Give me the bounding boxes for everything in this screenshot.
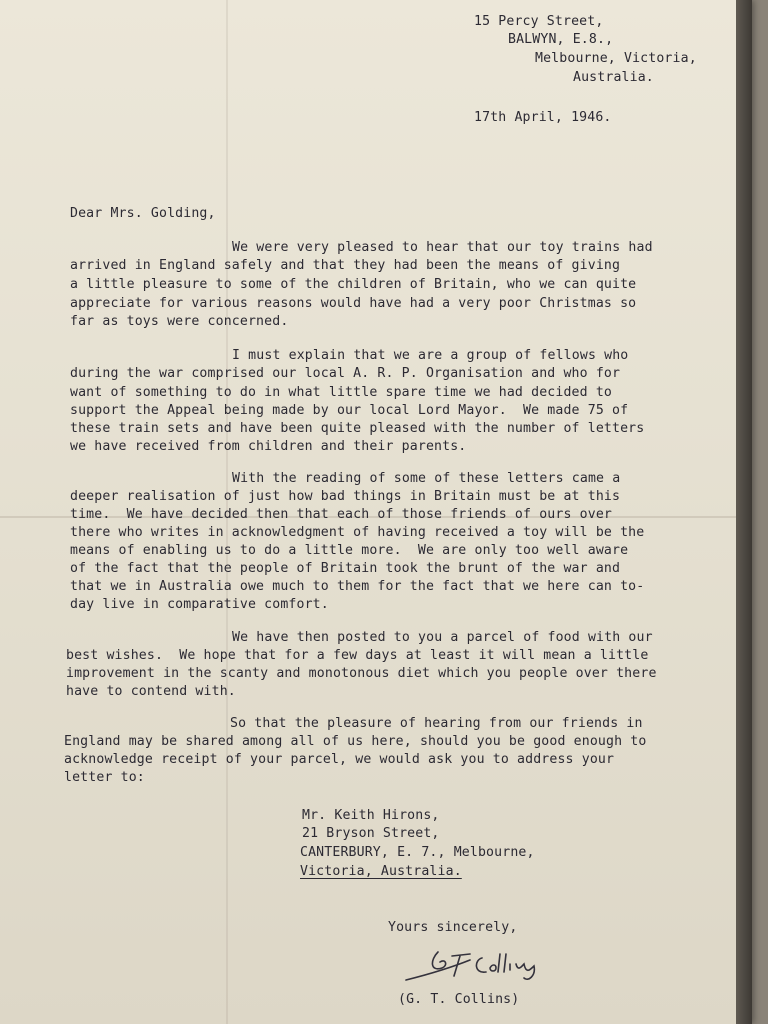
salutation: Dear Mrs. Golding, bbox=[70, 206, 216, 221]
sender-address-line: BALWYN, E.8., bbox=[508, 32, 614, 47]
text-line: best wishes. We hope that for a few days at least it will mean a little bbox=[66, 648, 649, 663]
sender-address-line: Melbourne, Victoria, bbox=[535, 51, 697, 66]
text-line: letter to: bbox=[64, 770, 145, 785]
text-line: a little pleasure to some of the children of Britain, who we can quite bbox=[70, 277, 637, 292]
recipient-address-line: Victoria, Australia. bbox=[300, 864, 462, 879]
text-line: arrived in England safely and that they had been the means of giving bbox=[70, 258, 621, 273]
text-line: have to contend with. bbox=[66, 684, 236, 699]
recipient-address-line: 21 Bryson Street, bbox=[302, 826, 440, 841]
recipient-address-line: Mr. Keith Hirons, bbox=[302, 808, 440, 823]
text-line: means of enabling us to do a little more. We are only too well aware bbox=[70, 543, 629, 558]
recipient-address-line: CANTERBURY, E. 7., Melbourne, bbox=[300, 845, 535, 860]
text-line: during the war comprised our local A. R. P. Organisation and who for bbox=[70, 366, 621, 381]
text-line: these train sets and have been quite pleased with the number of letters bbox=[70, 421, 645, 436]
text-line: far as toys were concerned. bbox=[70, 314, 289, 329]
text-line: of the fact that the people of Britain took the brunt of the war and bbox=[70, 561, 621, 576]
text-line: day live in comparative comfort. bbox=[70, 597, 329, 612]
text-line: want of something to do in what little spare time we had decided to bbox=[70, 385, 612, 400]
sender-address-line: 15 Percy Street, bbox=[474, 14, 604, 29]
text-line: that we in Australia owe much to them for the fact that we here can to- bbox=[70, 579, 645, 594]
text-line: support the Appeal being made by our local Lord Mayor. We made 75 of bbox=[70, 403, 629, 418]
text-line: improvement in the scanty and monotonous diet which you people over there bbox=[66, 666, 657, 681]
text-line: we have received from children and their parents. bbox=[70, 439, 467, 454]
text-line: England may be shared among all of us here, should you be good enough to bbox=[64, 734, 647, 749]
text-line: We were very pleased to hear that our toy trains had bbox=[232, 240, 653, 255]
sender-address-line: Australia. bbox=[573, 70, 654, 85]
text-line: appreciate for various reasons would have had a very poor Christmas so bbox=[70, 296, 637, 311]
text-line: With the reading of some of these letters came a bbox=[232, 471, 621, 486]
text-line: time. We have decided then that each of those friends of ours over bbox=[70, 507, 612, 522]
signature bbox=[400, 946, 560, 986]
text-line: So that the pleasure of hearing from our friends in bbox=[230, 716, 643, 731]
typed-name: (G. T. Collins) bbox=[398, 992, 520, 1007]
text-line: I must explain that we are a group of fellows who bbox=[232, 348, 629, 363]
text-line: acknowledge receipt of your parcel, we would ask you to address your bbox=[64, 752, 615, 767]
text-line: deeper realisation of just how bad things in Britain must be at this bbox=[70, 489, 621, 504]
text-line: there who writes in acknowledgment of having received a toy will be the bbox=[70, 525, 645, 540]
closing: Yours sincerely, bbox=[388, 920, 518, 935]
letter-date: 17th April, 1946. bbox=[474, 110, 612, 125]
text-line: We have then posted to you a parcel of food with our bbox=[232, 630, 653, 645]
paper-edge-shadow bbox=[736, 0, 752, 1024]
